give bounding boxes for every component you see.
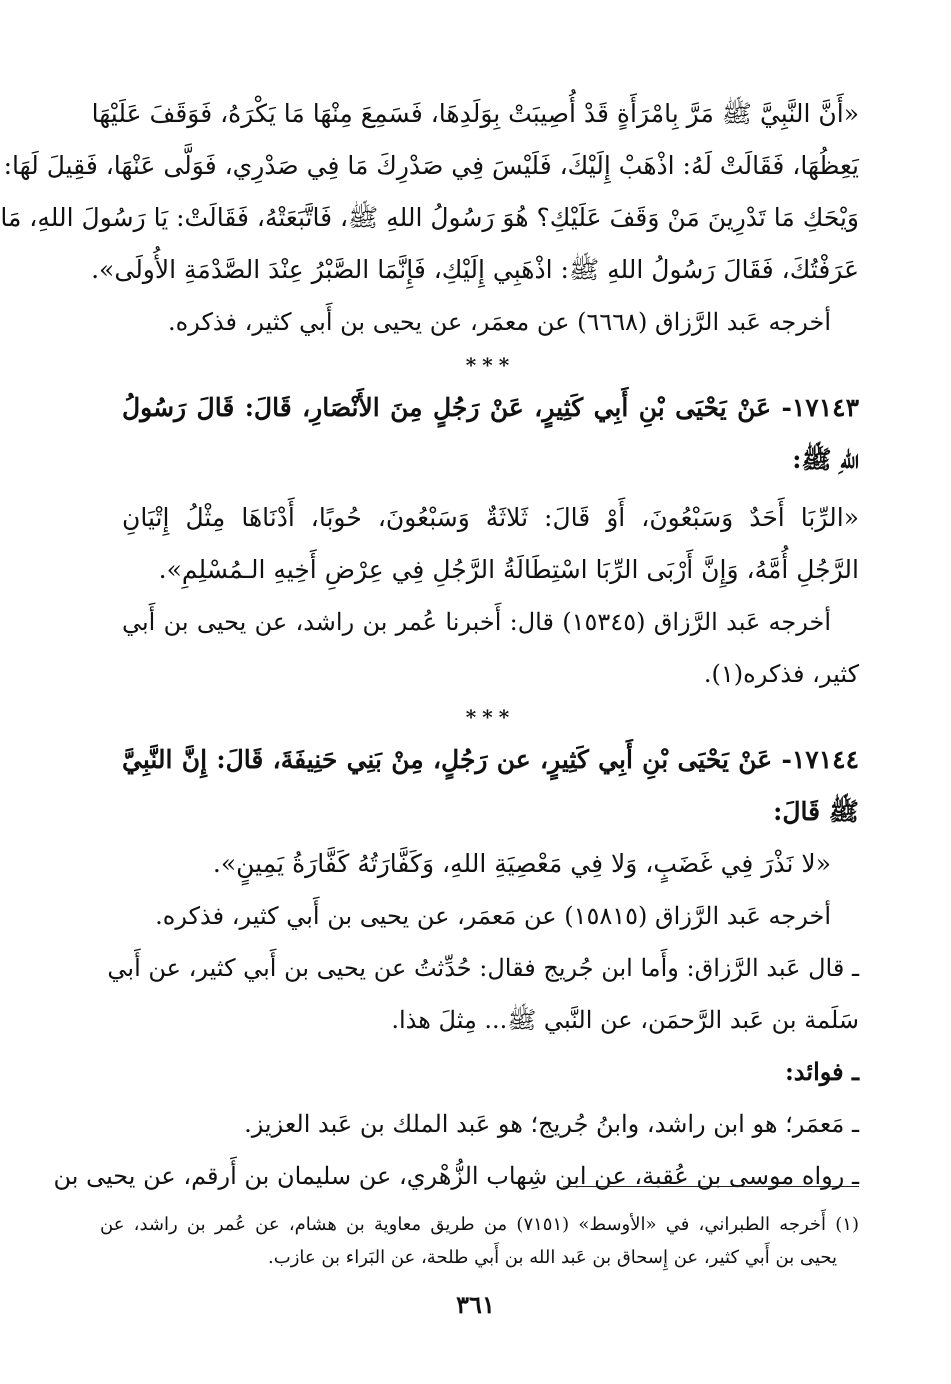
commentary-line: سَلَمة بن عَبد الرَّحمَن، عن النَّبي ﷺ... مِثلَ هذا. xyxy=(391,1006,859,1034)
source-citation: أخرجه عَبد الرَّزاق (١٥٨١٥) عن مَعمَر، عن يحيى بن أَبي كثير، فذكره. xyxy=(155,902,831,930)
footnote-divider xyxy=(563,1186,859,1187)
fawaid-heading: ـ فوائد: xyxy=(784,1057,859,1086)
hadith-text-line: وَيْحَكِ مَا تَدْرِينَ مَنْ وَقَفَ عَلَيْكِ؟ هُوَ رَسُولُ اللهِ ﷺ، فَاتَّبَعَتْهُ، فَقَالَتْ: يَا رَسُولَ اللهِ، مَا xyxy=(0,203,859,232)
hadith-text-line: الرَّجُلِ أُمَّهُ، وَإِنَّ أَرْبَى الرِّبَا اسْتِطَالَةُ الرَّجُلِ فِي عِرْضِ أَخِيهِ الـمُسْلِمِ». xyxy=(158,555,859,584)
hadith-number-heading: ١٧١٤٤- عَنْ يَحْيَى بْنِ أَبِي كَثِيرٍ، عن رَجُلٍ، مِنْ بَنِي حَنِيفَةَ، قَالَ: إِنَّ النَّبِيَّ xyxy=(122,745,859,774)
section-separator: *** xyxy=(465,705,516,729)
footnotes xyxy=(100,1208,859,1274)
hadith-text-line: عَرَفْتُكَ، فَقَالَ رَسُولُ اللهِ ﷺ: اذْهَبِي إِلَيْكِ، فَإِنَّمَا الصَّبْرُ عِنْدَ الصَّدْمَةِ الأُولَى». xyxy=(91,255,859,284)
fawaid-item: ـ مَعمَر؛ هو ابن راشد، وابنُ جُريج؛ هو عَبد الملك بن عَبد العزيز. xyxy=(244,1110,859,1138)
source-citation: كثير، فذكره(١). xyxy=(703,660,859,688)
page-number: ٣٦١ xyxy=(456,1290,495,1319)
hadith-text-line: «الرِّبَا أَحَدٌ وَسَبْعُونَ، أَوْ قَالَ: ثَلاثَةٌ وَسَبْعُونَ، حُوبًا، أَدْنَاهَا مِثْلُ إِتْيَانِ xyxy=(122,503,859,532)
hadith-number-heading: اللهِ ﷺ: xyxy=(792,445,859,474)
footnote-line: (١) أَخرجه الطبراني، في «الأوسط» (٧١٥١) من طريق معاوية بن هشام، عن عُمر بن راشد، عن xyxy=(100,1214,859,1235)
hadith-number-heading: ﷺ قَالَ: xyxy=(773,797,859,826)
source-citation: أخرجه عَبد الرَّزاق (١٥٣٤٥) قال: أَخبرنا عُمر بن راشد، عن يحيى بن أَبي xyxy=(122,608,832,636)
footnote-line: يحيى بن أَبي كثير، عن إِسحاق بن عَبد الله بن أَبي طلحة، عن البَراء بن عازب. xyxy=(268,1247,837,1268)
commentary-line: ـ قال عَبد الرَّزاق: وأَما ابن جُريج فقال: حُدِّثتُ عن يحيى بن أَبي كثير، عن أَبي xyxy=(107,954,859,982)
source-citation: أخرجه عَبد الرَّزاق (٦٦٦٨) عن معمَر، عن يحيى بن أَبي كثير، فذكره. xyxy=(168,308,831,336)
hadith-text-line: «لا نَذْرَ فِي غَضَبٍ، وَلا فِي مَعْصِيَةِ اللهِ، وَكَفَّارَتُهُ كَفَّارَةُ يَمِينٍ». xyxy=(212,849,831,878)
hadith-text-line: يَعِظُهَا، فَقَالَتْ لَهُ: اذْهَبْ إِلَيْكَ، فَلَيْسَ فِي صَدْرِكَ مَا فِي صَدْرِي، فَوَلَّى عَنْهَا، فَقِيلَ لَهَا: xyxy=(3,151,859,180)
hadith-text-line: «أَنَّ النَّبِيَّ ﷺ مَرَّ بِامْرَأَةٍ قَدْ أُصِيبَتْ بِوَلَدِهَا، فَسَمِعَ مِنْهَا مَا يَكْرَهُ، فَوَقَفَ عَلَيْهَا xyxy=(91,99,859,128)
fawaid-item: ـ رواه موسى بن عُقبة، عن ابن شِهاب الزُّهْري، عن سليمان بن أَرقم، عن يحيى بن xyxy=(53,1162,859,1190)
hadith-number-heading: ١٧١٤٣- عَنْ يَحْيَى بْنِ أَبِي كَثِيرٍ، عَنْ رَجُلٍ مِنَ الأَنْصَارِ، قَالَ: قَالَ رَسُولُ xyxy=(122,393,859,422)
section-separator: *** xyxy=(465,353,516,377)
